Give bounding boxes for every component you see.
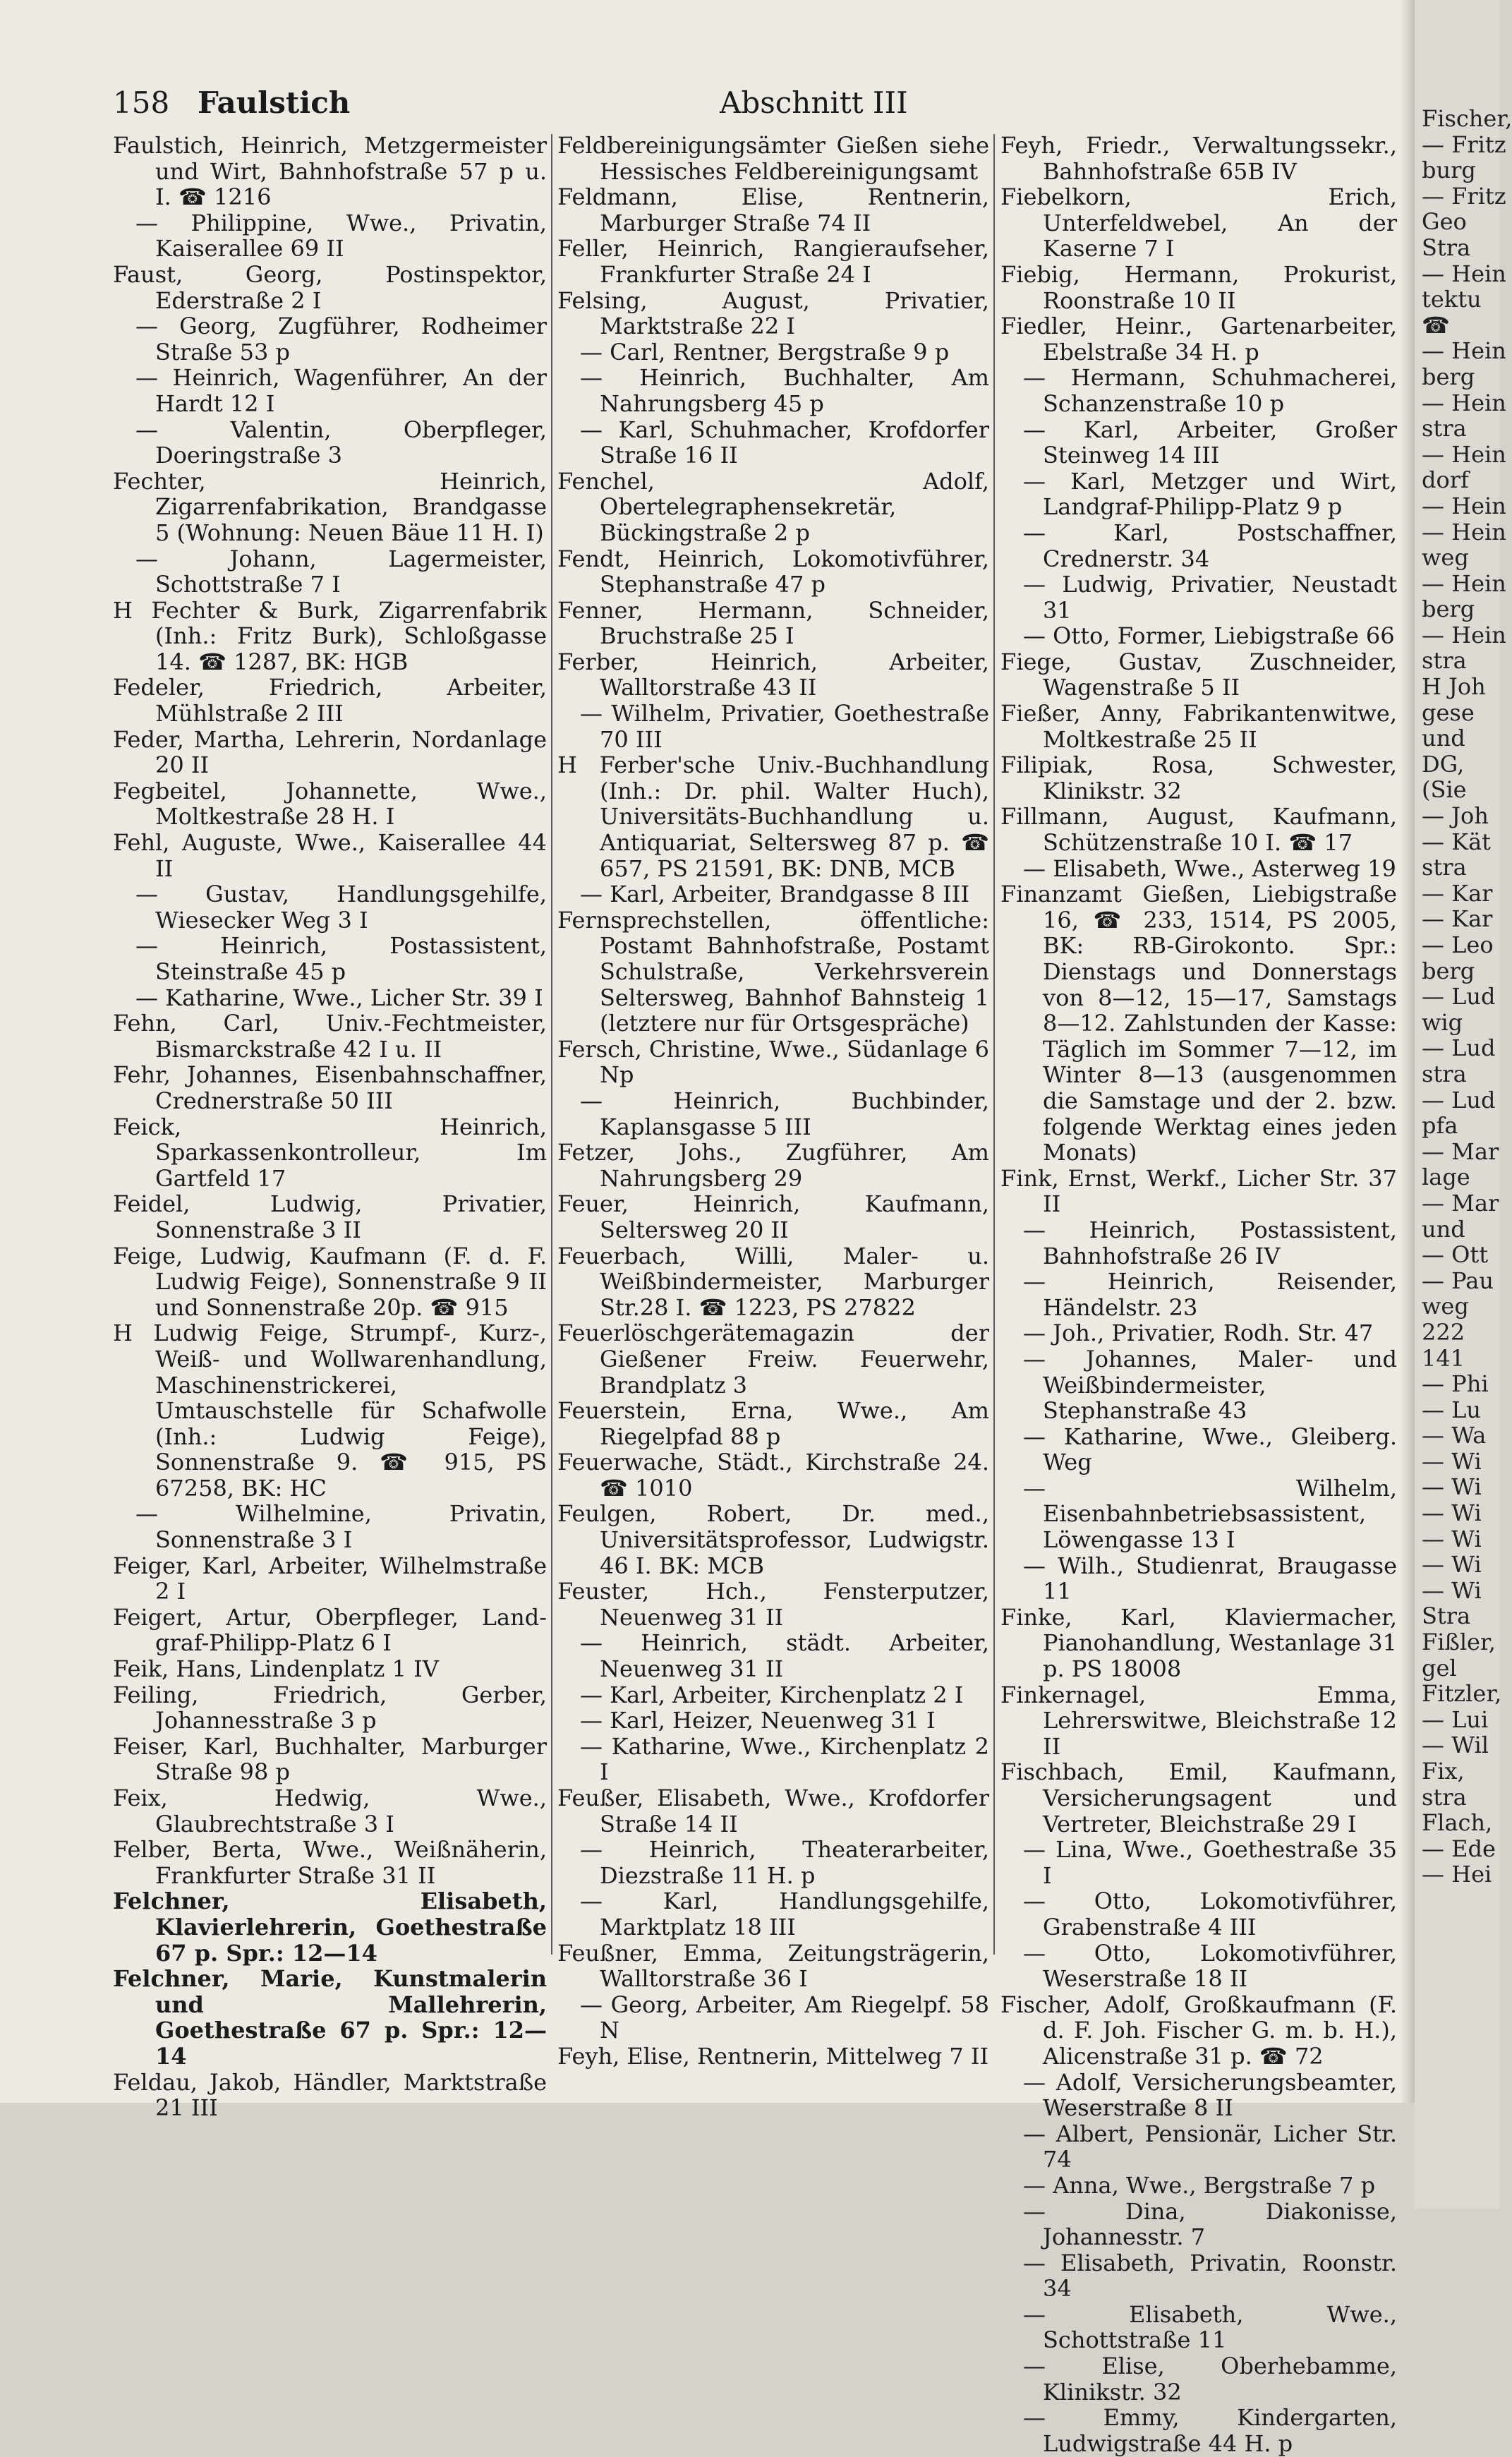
- adjacent-page-line: — Wi: [1422, 1499, 1482, 1527]
- section-title: Abschnitt III: [720, 85, 908, 120]
- directory-entry: — Dina, Diakonisse, Johannesstr. 7: [1023, 2197, 1397, 2251]
- directory-entry: Feix, Hedwig, Wwe., Glaubrechtstraße 3 I: [113, 1785, 547, 1837]
- directory-entry: Felchner, Elisabeth, Klavierlehrerin, Goethestraße 67 p. Spr.: 12—14: [113, 1888, 547, 1967]
- directory-entry: Felchner, Marie, Kunstmalerin und Mallehrerin, Goethestraße 67 p. Spr.: 12—14: [113, 1965, 547, 2070]
- directory-entry: — Karl, Metzger und Wirt, Landgraf-Philipp-Platz 9 p: [1023, 467, 1397, 521]
- directory-entry: — Otto, Lokomotivführer, Grabenstraße 4 III: [1023, 1888, 1397, 1940]
- directory-entry: Fedeler, Friedrich, Arbeiter, Mühlstraße 2 III: [113, 674, 547, 728]
- directory-entry: — Georg, Zugführer, Rodheimer Straße 53 p: [135, 313, 547, 366]
- directory-entry: Fillmann, August, Kaufmann, Schützenstraße 10 I. ☎ 17: [1000, 803, 1397, 857]
- page-header: [113, 83, 1404, 126]
- directory-entry: Ferber, Heinrich, Arbeiter, Walltorstraße 43 II: [557, 648, 989, 701]
- directory-entry: H Fechter & Burk, Zigarrenfabrik (Inh.: Fritz Burk), Schloßgasse 14. ☎ 1287, BK: HGB: [113, 596, 547, 675]
- directory-entry: — Lina, Wwe., Goethestraße 35 I: [1023, 1836, 1397, 1889]
- directory-entry: — Elisabeth, Wwe., Asterweg 19: [1023, 855, 1396, 882]
- directory-entry: Felsing, August, Privatier, Marktstraße 22 I: [557, 286, 989, 340]
- directory-entry: — Adolf, Versicherungsbeamter, Weserstraße 8 II: [1023, 2068, 1397, 2122]
- adjacent-page-line: Stra: [1422, 234, 1471, 261]
- directory-entry: — Elisabeth, Privatin, Roonstr. 34: [1023, 2249, 1397, 2302]
- adjacent-page-line: Geo: [1422, 208, 1467, 236]
- directory-entry: — Albert, Pensionär, Licher Str. 74: [1023, 2120, 1397, 2173]
- directory-entry: Feyh, Friedr., Verwaltungssekr., Bahnhofstraße 65B IV: [1000, 132, 1397, 185]
- directory-entry: — Emmy, Kindergarten, Ludwigstraße 44 H. p: [1023, 2404, 1397, 2457]
- directory-entry: Fischer, Adolf, Großkaufmann (F. d. F. Joh. Fischer G. m. b. H.), Alicenstraße 31 p. ☎ 72: [1000, 1991, 1397, 2070]
- directory-entry: Finke, Karl, Klaviermacher, Pianohandlung, Westanlage 31 p. PS 18008: [1000, 1603, 1397, 1683]
- directory-entry: Feldau, Jakob, Händler, Marktstraße 21 III: [113, 2068, 547, 2122]
- directory-entry: — Karl, Arbeiter, Brandgasse 8 III: [580, 881, 969, 908]
- directory-entry: Fießer, Anny, Fabrikantenwitwe, Moltkestraße 25 II: [1000, 700, 1397, 753]
- directory-entry: — Otto, Lokomotivführer, Weserstraße 18 II: [1023, 1939, 1397, 1993]
- adjacent-page-line: lage: [1422, 1164, 1470, 1191]
- directory-entry: — Joh., Privatier, Rodh. Str. 47: [1023, 1320, 1374, 1347]
- directory-entry: — Heinrich, Reisender, Händelstr. 23: [1023, 1268, 1397, 1321]
- adjacent-page-line: und: [1422, 725, 1465, 752]
- adjacent-page-line: — Hein: [1422, 337, 1506, 365]
- directory-entry: H Ludwig Feige, Strumpf-, Kurz-, Weiß- und Wollwarenhandlung, Maschinenstrickerei, Umtauschstelle für Schafwolle (Inh.: Ludwig Feige), Sonnenstraße 9. ☎ 915, PS 67258, BK: HC: [113, 1320, 547, 1502]
- adjacent-page-line: — Kät: [1422, 828, 1492, 855]
- directory-entry: — Karl, Arbeiter, Kirchenplatz 2 I: [580, 1681, 964, 1708]
- adjacent-page-line: stra: [1422, 1060, 1467, 1087]
- adjacent-page-line: — Hein: [1422, 621, 1506, 648]
- directory-entry: — Elise, Oberhebamme, Klinikstr. 32: [1023, 2353, 1397, 2405]
- adjacent-page-line: — Fritz: [1422, 131, 1506, 158]
- directory-entry: Feik, Hans, Lindenplatz 1 IV: [113, 1655, 439, 1683]
- directory-entry: — Johann, Lagermeister, Schottstraße 7 I: [135, 545, 547, 598]
- directory-entry: Faust, Georg, Postinspektor, Ederstraße 2 I: [113, 260, 547, 314]
- adjacent-page-line: — Hein: [1422, 260, 1506, 287]
- adjacent-page-line: 141: [1422, 1344, 1465, 1372]
- adjacent-page-line: (Sie: [1422, 776, 1467, 804]
- adjacent-page-line: H Joh: [1422, 673, 1486, 701]
- directory-entry: Felber, Berta, Wwe., Weißnäherin, Frankfurter Straße 31 II: [113, 1836, 547, 1889]
- directory-entry: — Katharine, Wwe., Gleiberg. Weg: [1023, 1423, 1397, 1476]
- directory-entry: Fink, Ernst, Werkf., Licher Str. 37 II: [1000, 1164, 1397, 1218]
- adjacent-page-line: Fix,: [1422, 1758, 1465, 1785]
- adjacent-page-line: — Wil: [1422, 1732, 1489, 1759]
- adjacent-page-line: — Wi: [1422, 1576, 1482, 1604]
- column-2: [557, 132, 989, 2070]
- adjacent-page-line: — Joh: [1422, 802, 1489, 830]
- directory-entry: Feidel, Ludwig, Privatier, Sonnenstraße 3 II: [113, 1190, 547, 1243]
- directory-entry: Fehl, Auguste, Wwe., Kaiserallee 44 II: [113, 829, 547, 882]
- adjacent-page-line: — Pau: [1422, 1267, 1494, 1294]
- directory-entry: — Karl, Postschaffner, Crednerstr. 34: [1023, 519, 1397, 572]
- directory-entry: Feldmann, Elise, Rentnerin, Marburger Straße 74 II: [557, 183, 989, 236]
- adjacent-page-line: — Hei: [1422, 1861, 1492, 1888]
- adjacent-page-line: tektu: [1422, 286, 1482, 313]
- directory-entry: Feick, Heinrich, Sparkassenkontrolleur, Im Gartfeld 17: [113, 1113, 547, 1192]
- directory-entry: — Ludwig, Privatier, Neustadt 31: [1023, 571, 1397, 624]
- adjacent-page-line: — Lud: [1422, 983, 1496, 1010]
- adjacent-page-line: — Ott: [1422, 1241, 1489, 1269]
- directory-entry: Feuerwache, Städt., Kirchstraße 24. ☎ 1010: [557, 1449, 989, 1502]
- directory-entry: Fehn, Carl, Univ.-Fechtmeister, Bismarckstraße 42 I u. II: [113, 1010, 547, 1063]
- adjacent-page-line: Fißler,: [1422, 1629, 1496, 1656]
- adjacent-page-line: stra: [1422, 1783, 1467, 1811]
- adjacent-page-line: weg: [1422, 544, 1469, 572]
- directory-entry: Filipiak, Rosa, Schwester, Klinikstr. 32: [1000, 751, 1397, 804]
- directory-entry: — Gustav, Handlungsgehilfe, Wiesecker Weg 3 I: [135, 881, 547, 934]
- directory-entry: Fiedler, Heinr., Gartenarbeiter, Ebelstraße 34 H. p: [1000, 313, 1397, 366]
- directory-entry: — Wilhelmine, Privatin, Sonnenstraße 3 I: [135, 1500, 547, 1554]
- adjacent-page-line: stra: [1422, 647, 1467, 675]
- adjacent-page-line: Fitzler,: [1422, 1680, 1502, 1708]
- adjacent-page-line: — Kar: [1422, 879, 1493, 907]
- adjacent-page-line: — Fritz: [1422, 182, 1506, 210]
- adjacent-page-line: — Lui: [1422, 1706, 1489, 1733]
- adjacent-page-line: — Wi: [1422, 1551, 1482, 1578]
- adjacent-page-line: — Leo: [1422, 931, 1494, 958]
- adjacent-page-line: — Wi: [1422, 1447, 1482, 1475]
- directory-entry: — Anna, Wwe., Bergstraße 7 p: [1023, 2171, 1376, 2199]
- directory-entry: Feußer, Elisabeth, Wwe., Krofdorfer Straße 14 II: [557, 1785, 989, 1837]
- adjacent-page-line: stra: [1422, 415, 1467, 442]
- directory-entry: — Katharine, Wwe., Kirchenplatz 2 I: [580, 1732, 989, 1786]
- directory-entry: — Philippine, Wwe., Privatin, Kaiserallee 69 II: [135, 209, 547, 262]
- directory-entry: Feuer, Heinrich, Kaufmann, Seltersweg 20 II: [557, 1190, 989, 1243]
- directory-entry: Feiger, Karl, Arbeiter, Wilhelmstraße 2 I: [113, 1552, 547, 1605]
- column-1: [113, 132, 547, 2122]
- directory-entry: Fiebig, Hermann, Prokurist, Roonstraße 10 II: [1000, 260, 1397, 314]
- column-divider: [993, 134, 995, 1955]
- adjacent-page-line: — Hein: [1422, 518, 1506, 545]
- adjacent-page-line: — Mar: [1422, 1189, 1499, 1217]
- directory-entry: — Heinrich, Postassistent, Bahnhofstraße 26 IV: [1023, 1216, 1397, 1269]
- directory-entry: H Ferber'sche Univ.-Buchhandlung (Inh.: Dr. phil. Walter Huch), Universitäts-Buchhandlung u. Antiquariat, Seltersweg 87 p. ☎ 657, PS 21591, BK: DNB, MCB: [557, 751, 989, 882]
- directory-entry: — Heinrich, Buchhalter, Am Nahrungsberg 45 p: [580, 364, 989, 417]
- adjacent-page-line: burg: [1422, 157, 1476, 184]
- directory-entry: Feuster, Hch., Fensterputzer, Neuenweg 31 II: [557, 1578, 989, 1631]
- directory-entry: Feußner, Emma, Zeitungsträgerin, Walltorstraße 36 I: [557, 1939, 989, 1993]
- column-divider: [551, 134, 552, 1955]
- adjacent-page-line: stra: [1422, 854, 1467, 881]
- directory-entry: Feder, Martha, Lehrerin, Nordanlage 20 II: [113, 725, 547, 779]
- adjacent-page-line: berg: [1422, 596, 1475, 623]
- adjacent-page-line: berg: [1422, 957, 1475, 984]
- adjacent-page-line: Flach,: [1422, 1809, 1493, 1837]
- directory-entry: — Heinrich, Theaterarbeiter, Diezstraße 11 H. p: [580, 1836, 989, 1889]
- adjacent-page-line: — Wa: [1422, 1422, 1487, 1449]
- adjacent-page-line: gel: [1422, 1654, 1457, 1682]
- adjacent-page-line: dorf: [1422, 466, 1469, 494]
- adjacent-page-line: — Lud: [1422, 1086, 1496, 1113]
- directory-entry: — Carl, Rentner, Bergstraße 9 p: [580, 338, 950, 366]
- directory-entry: Fechter, Heinrich, Zigarrenfabrikation, Brandgasse 5 (Wohnung: Neuen Bäue 11 H. I): [113, 467, 547, 546]
- directory-entry: — Hermann, Schuhmacherei, Schanzenstraße 10 p: [1023, 364, 1397, 417]
- directory-entry: Fiege, Gustav, Zuschneider, Wagenstraße 5 II: [1000, 648, 1397, 701]
- directory-entry: — Karl, Handlungsgehilfe, Marktplatz 18 III: [580, 1888, 989, 1940]
- adjacent-page-line: und: [1422, 1215, 1465, 1243]
- directory-entry: Feller, Heinrich, Rangieraufseher, Frankfurter Straße 24 I: [557, 235, 989, 288]
- adjacent-page-line: — Ede: [1422, 1835, 1496, 1862]
- directory-entry: — Wilhelm, Eisenbahnbetriebsassistent, Löwengasse 13 I: [1023, 1474, 1397, 1554]
- directory-entry: Faulstich, Heinrich, Metzgermeister und Wirt, Bahnhofstraße 57 p u. I. ☎ 1216: [113, 132, 547, 211]
- directory-entry: Finkernagel, Emma, Lehrerswitwe, Bleichstraße 12 II: [1000, 1681, 1397, 1760]
- directory-entry: Fendt, Heinrich, Lokomotivführer, Stephanstraße 47 p: [557, 545, 989, 598]
- directory-entry: — Heinrich, Wagenführer, An der Hardt 12 I: [135, 364, 547, 417]
- adjacent-page-line: — Hein: [1422, 389, 1506, 416]
- adjacent-page-line: — Hein: [1422, 440, 1506, 468]
- adjacent-page-line: Fischer,: [1422, 105, 1512, 132]
- directory-entry: Feiling, Friedrich, Gerber, Johannesstraße 3 p: [113, 1681, 547, 1734]
- adjacent-page-line: wig: [1422, 1008, 1463, 1036]
- directory-entry: — Karl, Arbeiter, Großer Steinweg 14 III: [1023, 416, 1397, 469]
- adjacent-page-line: pfa: [1422, 1112, 1458, 1140]
- adjacent-page-fragment: [1415, 0, 1512, 2209]
- directory-entry: Fiebelkorn, Erich, Unterfeldwebel, An der Kaserne 7 I: [1000, 183, 1397, 262]
- directory-entry: — Heinrich, städt. Arbeiter, Neuenweg 31 II: [580, 1629, 989, 1683]
- directory-entry: — Otto, Former, Liebigstraße 66: [1023, 622, 1395, 650]
- directory-entry: — Heinrich, Postassistent, Steinstraße 45 p: [135, 932, 547, 985]
- directory-entry: — Elisabeth, Wwe., Schottstraße 11: [1023, 2300, 1397, 2354]
- directory-entry: Fenner, Hermann, Schneider, Bruchstraße 25 I: [557, 596, 989, 650]
- directory-entry: Fegbeitel, Johannette, Wwe., Moltkestraße 28 H. I: [113, 777, 547, 831]
- adjacent-page-line: Stra: [1422, 1602, 1471, 1630]
- directory-entry: — Heinrich, Buchbinder, Kaplansgasse 5 III: [580, 1087, 989, 1140]
- directory-entry: Feyh, Elise, Rentnerin, Mittelweg 7 II: [557, 2042, 989, 2070]
- adjacent-page-line: — Lud: [1422, 1034, 1496, 1062]
- adjacent-page-line: berg: [1422, 363, 1475, 390]
- directory-entry: Fenchel, Adolf, Obertelegraphensekretär, Bückingstraße 2 p: [557, 467, 989, 546]
- column-3: [1000, 132, 1397, 2457]
- directory-entry: Fetzer, Johs., Zugführer, Am Nahrungsberg 29: [557, 1139, 989, 1192]
- adjacent-page-line: — Wi: [1422, 1473, 1482, 1501]
- directory-entry: Fehr, Johannes, Eisenbahnschaffner, Crednerstraße 50 III: [113, 1061, 547, 1114]
- directory-entry: Finanzamt Gießen, Liebigstraße 16, ☎ 233, 1514, PS 2005, BK: RB-Girokonto. Spr.: Dienstags und Donnerstags von 8—12, 15—17, Samstags 8—12. Zahlstunden der Kasse: Täglich im Sommer 7—12, im Winter 8—13 (ausgenommen die Samstage und der 2. bzw. folgende Werktag eines jeden Monats): [1000, 881, 1397, 1166]
- adjacent-page-line: weg: [1422, 1293, 1469, 1320]
- adjacent-page-line: — Kar: [1422, 905, 1493, 933]
- directory-entry: Feige, Ludwig, Kaufmann (F. d. F. Ludwig Feige), Sonnenstraße 9 II und Sonnenstraße 20p. ☎ 915: [113, 1242, 547, 1321]
- directory-entry: — Karl, Schuhmacher, Krofdorfer Straße 16 II: [580, 416, 989, 469]
- directory-entry: Feuerbach, Willi, Maler- u. Weißbindermeister, Marburger Str.28 I. ☎ 1223, PS 27822: [557, 1242, 989, 1321]
- directory-entry: — Wilhelm, Privatier, Goethestraße 70 III: [580, 700, 989, 753]
- directory-entry: Feiser, Karl, Buchhalter, Marburger Straße 98 p: [113, 1732, 547, 1786]
- adjacent-page-line: — Phi: [1422, 1370, 1489, 1398]
- adjacent-page-line: — Mar: [1422, 1137, 1499, 1165]
- directory-entry: Feuerstein, Erna, Wwe., Am Riegelpfad 88 p: [557, 1397, 989, 1450]
- adjacent-page-line: 222: [1422, 1318, 1465, 1346]
- adjacent-page-line: DG,: [1422, 750, 1465, 778]
- directory-entry: — Katharine, Wwe., Licher Str. 39 I: [135, 984, 543, 1011]
- directory-entry: — Valentin, Oberpfleger, Doeringstraße 3: [135, 416, 547, 469]
- directory-entry: — Wilh., Studienrat, Braugasse 11: [1023, 1552, 1397, 1605]
- directory-entry: — Karl, Heizer, Neuenweg 31 I: [580, 1707, 936, 1734]
- adjacent-page-line: gese: [1422, 699, 1475, 726]
- adjacent-page-line: — Wi: [1422, 1525, 1482, 1552]
- page-number: 158: [113, 85, 170, 120]
- adjacent-page-line: — Lu: [1422, 1396, 1482, 1423]
- directory-entry: Feulgen, Robert, Dr. med., Universitätsprofessor, Ludwigstr. 46 I. BK: MCB: [557, 1500, 989, 1579]
- directory-entry: — Georg, Arbeiter, Am Riegelpf. 58 N: [580, 1991, 989, 2044]
- adjacent-page-line: — Hein: [1422, 569, 1506, 597]
- directory-entry: Fersch, Christine, Wwe., Südanlage 6 Np: [557, 1035, 989, 1089]
- directory-entry: — Johannes, Maler- und Weißbindermeister, Stephanstraße 43: [1023, 1345, 1397, 1425]
- directory-entry: Feuerlöschgerätemagazin der Gießener Freiw. Feuerwehr, Brandplatz 3: [557, 1320, 989, 1399]
- running-head-word: Faulstich: [198, 85, 351, 120]
- directory-entry: Feldbereinigungsämter Gießen siehe Hessisches Feldbereinigungsamt: [557, 132, 989, 185]
- directory-entry: Fernsprechstellen, öffentliche: Postamt Bahnhofstraße, Postamt Schulstraße, Verkehrsverein Seltersweg, Bahnhof Bahnsteig 1 (letztere nur für Ortsgespräche): [557, 906, 989, 1037]
- directory-entry: Feigert, Artur, Oberpfleger, Land-graf-Philipp-Platz 6 I: [113, 1603, 547, 1657]
- adjacent-page-line: — Hein: [1422, 492, 1506, 519]
- directory-entry: Fischbach, Emil, Kaufmann, Versicherungsagent und Vertreter, Bleichstraße 29 I: [1000, 1758, 1397, 1837]
- adjacent-page-line: ☎: [1422, 311, 1450, 339]
